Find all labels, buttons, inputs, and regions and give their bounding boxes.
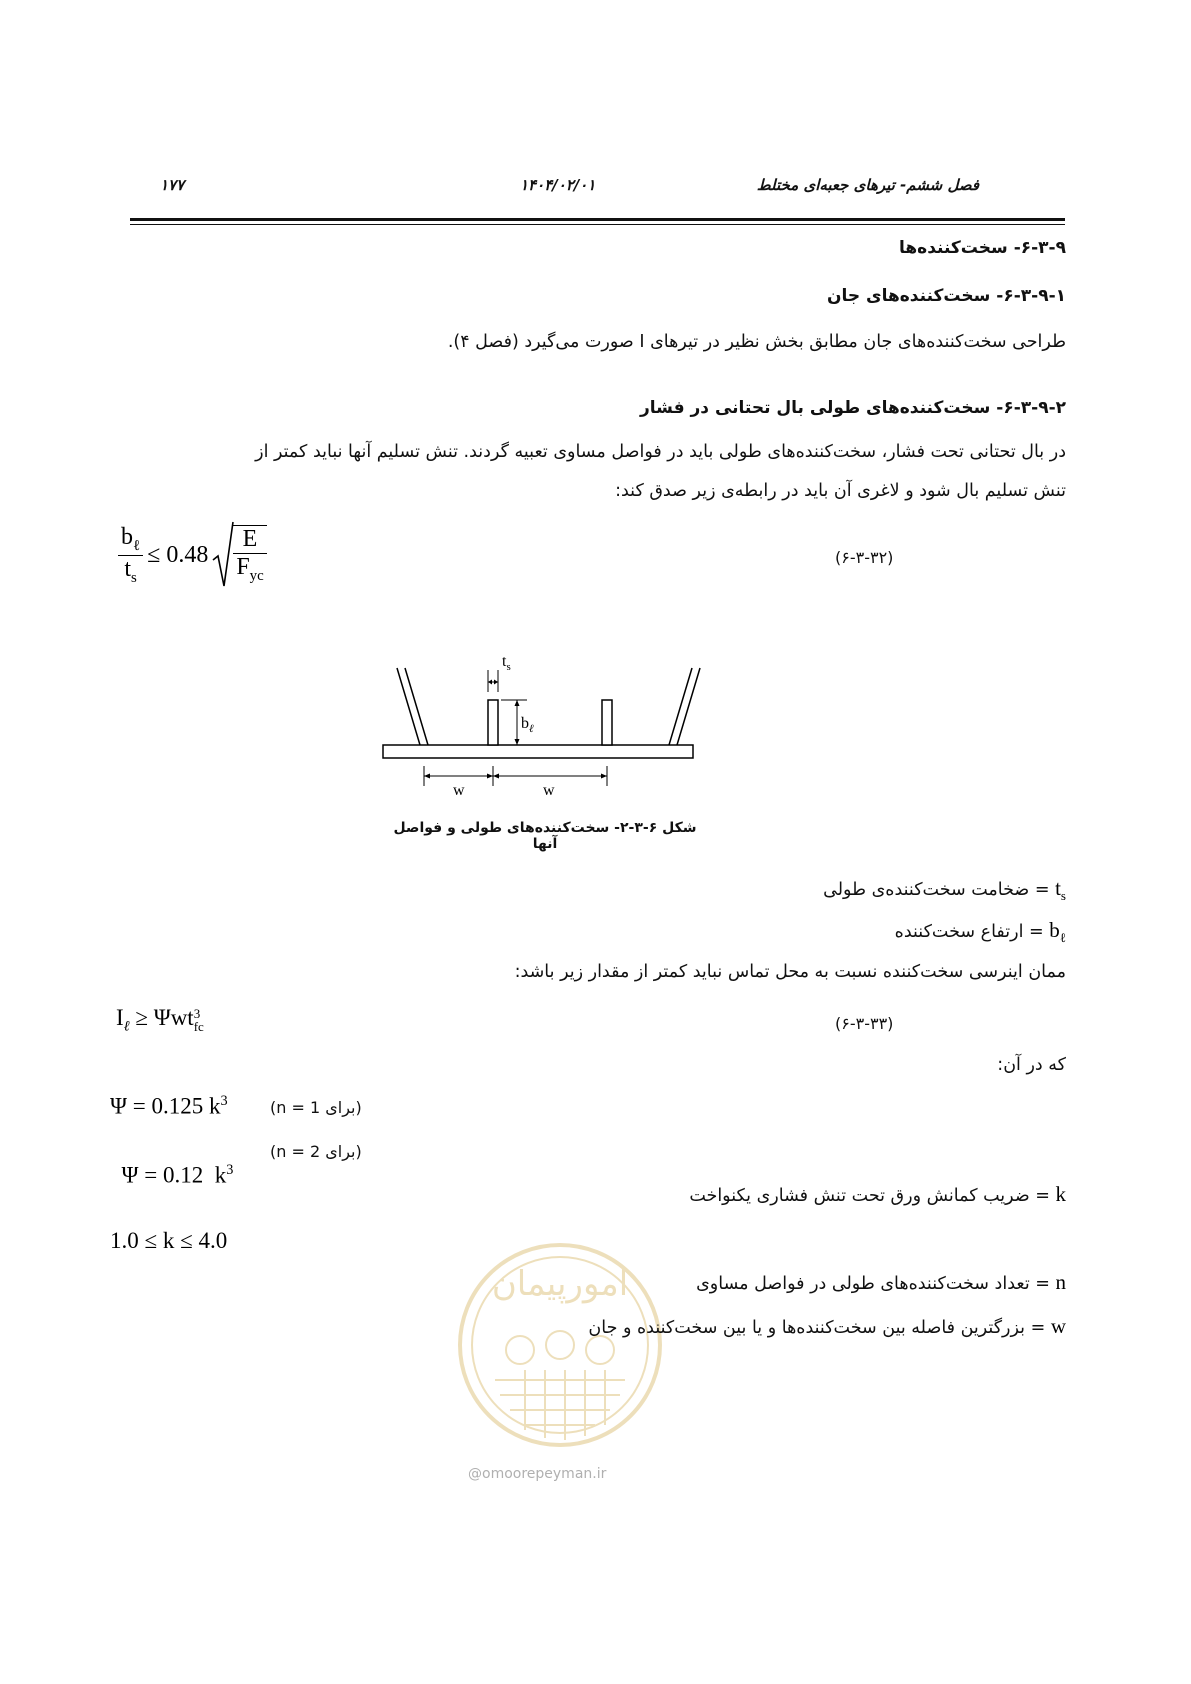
definition-bl: $b_\ell$ = ارتفاع سخت‌کننده bbox=[894, 918, 1066, 946]
sqrt-sign-icon bbox=[212, 520, 234, 590]
header-date: ۱۴۰۴/۰۲/۰۱ bbox=[520, 176, 596, 194]
watermark-site: @omoorepeyman.ir bbox=[468, 1466, 607, 1482]
bottom-flange-plate bbox=[383, 745, 693, 758]
stiffeners-heading: ۶-۳-۹- سخت‌کننده‌ها bbox=[899, 238, 1066, 258]
label-w1: w bbox=[453, 782, 465, 799]
label-w2: w bbox=[543, 782, 555, 799]
longitudinal-text-line2: تنش تسلیم بال شود و لاغری آن باید در رابطه‌ی زیر صدق کند: bbox=[615, 481, 1066, 501]
chapter-title: فصل ششم- تیرهای جعبه‌ای مختلط bbox=[756, 176, 979, 194]
svg-text:امورپیمان: امورپیمان bbox=[491, 1264, 629, 1304]
stiffener-figure bbox=[375, 648, 705, 808]
header-rule-thick bbox=[130, 218, 1065, 221]
definition-w: w = بزرگترین فاصله بین سخت‌کننده‌ها و یا بین سخت‌کننده و جان bbox=[588, 1314, 1066, 1338]
figure-caption: شکل ۶-۳-۲- سخت‌کننده‌های طولی و فواصل آنها bbox=[393, 820, 697, 852]
web-stiffeners-heading: ۶-۳-۹-۱- سخت‌کننده‌های جان bbox=[826, 286, 1066, 306]
header-rule-thin bbox=[130, 224, 1065, 225]
psi-n1-condition: (برای n = 1) bbox=[270, 1098, 362, 1117]
page-number: ۱۷۷ bbox=[160, 176, 185, 194]
definition-n: n = تعداد سخت‌کننده‌های طولی در فواصل مساوی bbox=[696, 1270, 1066, 1294]
ratio-bl-ts: $\frac{b_\ell}{t_s}$ bbox=[118, 524, 143, 587]
equation-33: $I_\ell \ge \Psi wt$ 3 fc bbox=[116, 1005, 204, 1035]
k-range: 1.0 ≤ k ≤ 4.0 bbox=[110, 1228, 228, 1253]
longitudinal-heading: ۶-۳-۹-۲- سخت‌کننده‌های طولی بال تحتانی در فشار bbox=[640, 398, 1066, 418]
psi-n2: Ψ = 0.12 $k^3$ bbox=[121, 1162, 234, 1188]
where-text: که در آن: bbox=[997, 1055, 1066, 1075]
longitudinal-text-line1: در بال تحتانی تحت فشار، سخت‌کننده‌های طولی باید در فواصل مساوی تعبیه گردند. تنش تسلیم آنها نباید کمتر از bbox=[255, 442, 1066, 462]
equation-32 bbox=[118, 520, 267, 590]
equation-33-number: (۶-۳-۳۳) bbox=[835, 1014, 894, 1033]
eq32-operator: ≤ 0.48 bbox=[147, 541, 209, 568]
ratio-E-Fyc: $\frac{E}{F_{yc}}$ bbox=[233, 525, 266, 585]
equation-32-number: (۶-۳-۳۲) bbox=[835, 548, 894, 567]
psi-n1: Ψ = 0.125 $k^3$ bbox=[110, 1093, 228, 1119]
definition-ts: $t_s$ = ضخامت سخت‌کننده‌ی طولی bbox=[823, 876, 1066, 904]
definition-k: k = ضریب کمانش ورق تحت تنش فشاری یکنواخت bbox=[689, 1182, 1066, 1206]
label-bl: $b_\ell$ bbox=[521, 715, 534, 735]
web-stiffeners-text: طراحی سخت‌کننده‌های جان مطابق بخش نظیر در تیرهای I صورت می‌گیرد (فصل ۴). bbox=[447, 332, 1066, 352]
stiffener-left bbox=[488, 700, 498, 745]
stiffener-right bbox=[602, 700, 612, 745]
label-ts: $t_s$ bbox=[502, 653, 511, 673]
inertia-requirement-text: ممان اینرسی سخت‌کننده نسبت به محل تماس نباید کمتر از مقدار زیر باشد: bbox=[514, 962, 1066, 982]
psi-n2-condition: (برای n = 2) bbox=[270, 1142, 362, 1161]
